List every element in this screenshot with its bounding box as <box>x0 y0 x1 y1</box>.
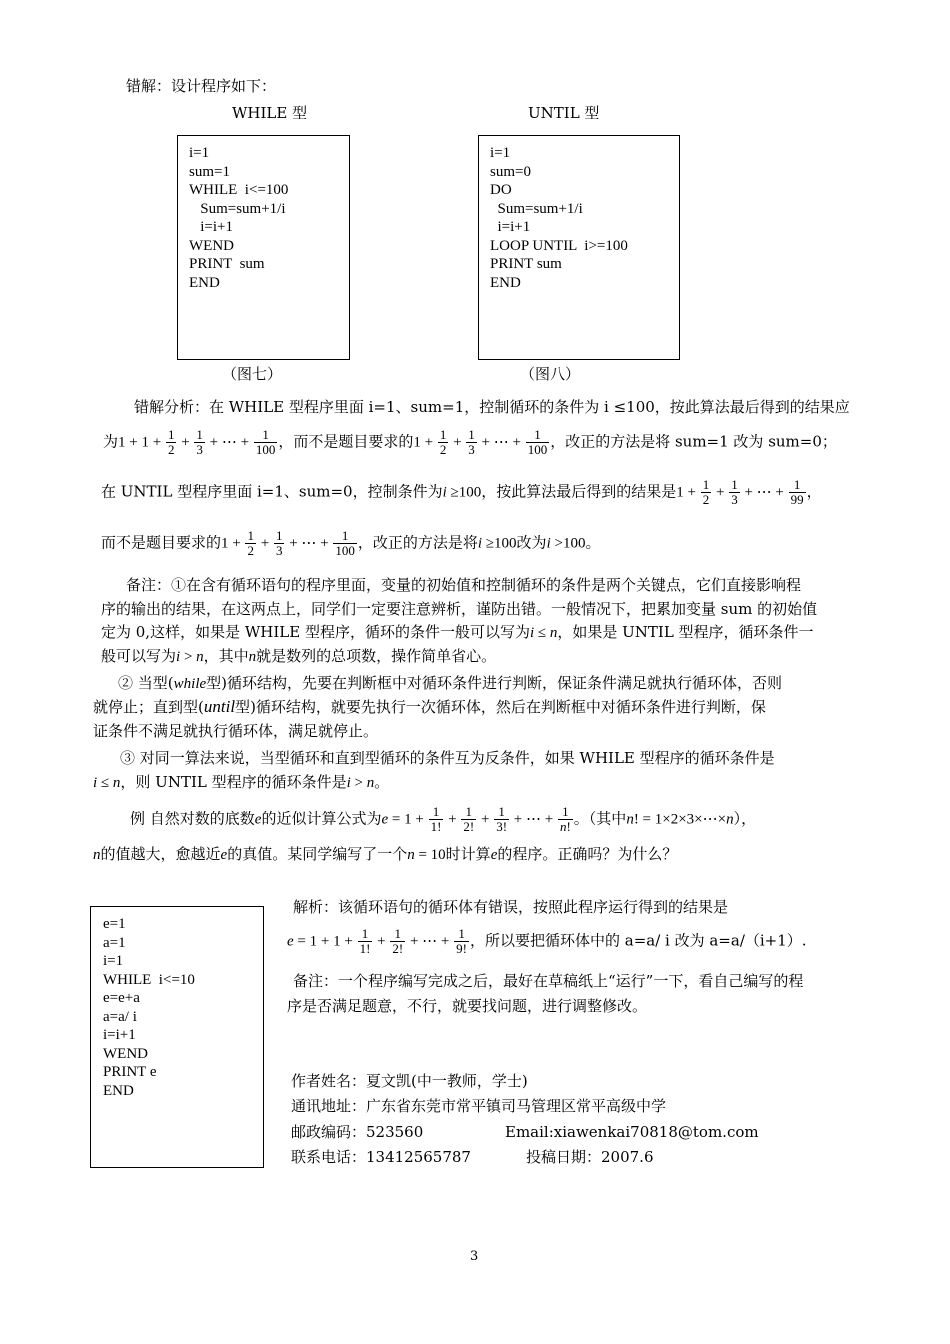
remark-line-1: 备注：一个程序编写完成之后，最好在草稿纸上“运行”一下，看自己编写的程 <box>293 972 804 990</box>
note2-line-2: 就停止；直到型(until型)循环结构，就要先执行一次循环体，然后在判断框中对循环条件进行判断，保 <box>93 697 766 716</box>
note3-line-1: ③ 对同一算法来说，当型循环和直到型循环的条件互为反条件，如果 WHILE 型程序的循环条件是 <box>120 749 775 767</box>
until-code: i=1 sum=0 DO Sum=sum+1/i i=i+1 LOOP UNTIL i>=100 PRINT sum END <box>490 145 628 291</box>
analysis-line-2: 为1 + 1 + $\frac{1}{2}$ + $\frac{1}{3}$ + ⋯ + $\frac{1}{100}$ ，而不是题目要求的1 + $\frac{1}{2}$ + $\frac{1}{3}$ + ⋯ + $\frac{1}{100}$ ，改正的方法是将 sum=1 改为 sum=0； <box>103 427 837 457</box>
note3-line-2: i ≤ n，则 UNTIL 型程序的循环条件是i > n。 <box>93 773 390 791</box>
note1-line-4: 般可以写为i > n，其中n就是数列的总项数，操作简单省心。 <box>101 647 497 665</box>
until-title: UNTIL 型 <box>528 104 600 122</box>
while-code: i=1 sum=1 WHILE i<=100 Sum=sum+1/i i=i+1 WEND PRINT sum END <box>189 145 289 291</box>
example-line-1: 例 自然对数的底数e的近似计算公式为e = 1 + $\frac{1}{1!}$ + $\frac{1}{2!}$ + $\frac{1}{3!}$ + ⋯ + $\frac{1}{n!}$ 。（其中n! = 1×2×3×⋯×n）， <box>130 804 757 834</box>
figure-7-caption: （图七） <box>222 365 283 383</box>
section-heading: 错解：设计程序如下： <box>126 77 277 95</box>
note1-line-1: 备注：①在含有循环语句的程序里面，变量的初始值和控制循环的条件是两个关键点，它们直接影响程 <box>126 576 802 594</box>
submission-date: 投稿日期：2007.6 <box>526 1148 654 1166</box>
while-title: WHILE 型 <box>232 104 308 122</box>
until-code-box <box>478 135 680 360</box>
example-line-2: n的值越大，愈越近e的真值。某同学编写了一个n = 10时计算e的程序。正确吗？为什么？ <box>93 845 678 863</box>
page-number: 3 <box>470 1249 479 1264</box>
example-code-box <box>90 906 264 1168</box>
while-code-box <box>177 135 350 360</box>
example-code: e=1 a=1 i=1 WHILE i<=10 e=e+a a=a/ i i=i+1 WEND PRINT e END <box>103 916 195 1099</box>
solution-line-1: 解析：该循环语句的循环体有错误，按照此程序运行得到的结果是 <box>293 898 729 916</box>
author-email: Email:xiawenkai70818@tom.com <box>505 1123 759 1141</box>
author-name: 作者姓名：夏文凯(中一教师，学士) <box>291 1072 528 1090</box>
note1-line-2: 序的输出的结果，在这两点上，同学们一定要注意辨析，谨防出错。一般情况下，把累加变量 sum 的初始值 <box>101 600 818 618</box>
remark-line-2: 序是否满足题意，不行，就要找问题，进行调整修改。 <box>287 997 648 1015</box>
author-phone: 联系电话：13412565787 <box>291 1148 471 1166</box>
analysis-line-3: 在 UNTIL 型程序里面 i=1、sum=0，控制条件为i ≥100，按此算法最后得到的结果是1 + $\frac{1}{2}$ + $\frac{1}{3}$ + ⋯ + $\frac{1}{99}$ ， <box>101 477 822 507</box>
author-address: 通讯地址：广东省东莞市常平镇司马管理区常平高级中学 <box>291 1097 667 1115</box>
figure-8-caption: （图八） <box>520 365 581 383</box>
solution-line-2: e = 1 + 1 + $\frac{1}{1!}$ + $\frac{1}{2!}$ + ⋯ + $\frac{1}{9!}$ ，所以要把循环体中的 a=a/ i 改为 a=a/（i+1）. <box>287 926 807 956</box>
analysis-line-1: 错解分析：在 WHILE 型程序里面 i=1、sum=1，控制循环的条件为 i ≤100，按此算法最后得到的结果应 <box>134 398 850 416</box>
note1-line-3: 定为 0,这样，如果是 WHILE 型程序，循环的条件一般可以写为i ≤ n，如果是 UNTIL 型程序，循环条件一 <box>101 623 814 641</box>
note2-line-1: ② 当型(while型)循环结构，先要在判断框中对循环条件进行判断，保证条件满足就执行循环体，否则 <box>118 674 783 692</box>
author-postcode: 邮政编码：523560 <box>291 1123 424 1141</box>
note2-line-3: 证条件不满足就执行循环体，满足就停止。 <box>93 722 379 740</box>
analysis-line-4: 而不是题目要求的1 + $\frac{1}{2}$ + $\frac{1}{3}$ + ⋯ + $\frac{1}{100}$ ，改正的方法是将i ≥100改为i >100。 <box>101 528 601 558</box>
